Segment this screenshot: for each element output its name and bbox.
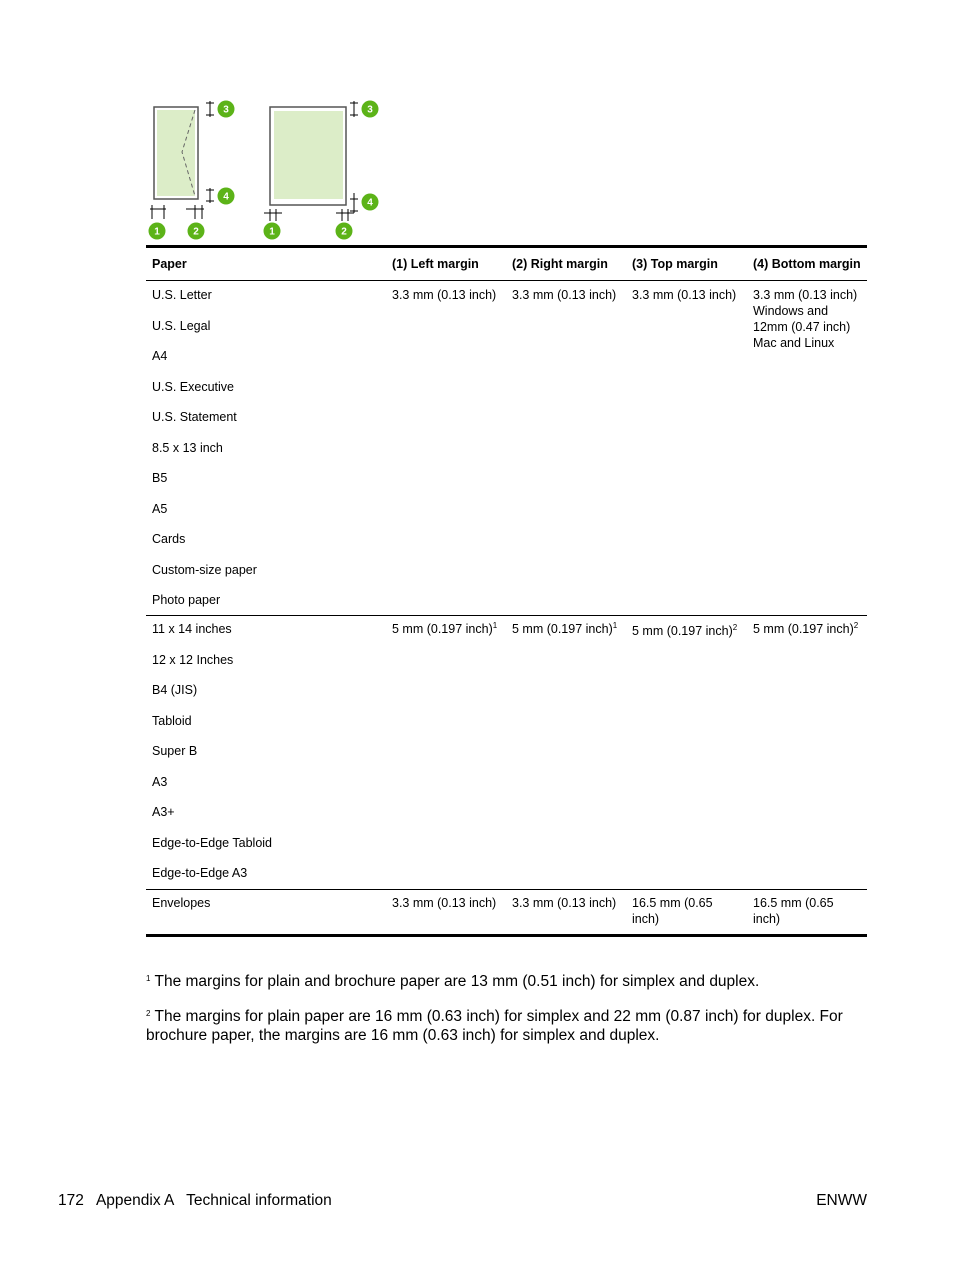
paper-name: 12 x 12 Inches — [152, 652, 234, 667]
footnote-text: The margins for plain paper are 16 mm (0.63 inch) for simplex and 22 mm (0.87 inch) for duplex. For brochure paper, the margins are 16 mm (0.63 inch) for simplex and duplex. — [146, 1008, 843, 1044]
table-bottom-rule — [146, 934, 867, 937]
callout-4-envelope — [218, 188, 235, 205]
header-top-margin: (3) Top margin — [632, 257, 718, 271]
bottom-margin-value: 16.5 mm (0.65 inch) — [753, 896, 834, 926]
table-row-group-large — [146, 616, 867, 889]
margin-diagram — [140, 95, 390, 245]
paper-name: B4 (JIS) — [152, 683, 198, 697]
footnote-ref: 1 — [492, 621, 498, 630]
footnote-ref: 2 — [732, 623, 738, 632]
footnote-ref: 1 — [612, 621, 618, 630]
svg-text:1: 1 — [269, 226, 275, 238]
paper-name: Edge-to-Edge A3 — [152, 866, 248, 880]
footnote-text: The margins for plain and brochure paper are 13 mm (0.51 inch) for simplex and duplex. — [154, 973, 760, 990]
envelope-illustration — [154, 107, 198, 199]
callout-1-sheet — [264, 223, 281, 240]
bottom-margin-value: 5 mm (0.197 inch)$^2$ — [753, 621, 859, 636]
paper-name: U.S. Statement — [152, 410, 237, 424]
table-header-row — [146, 248, 867, 280]
footer-left — [58, 1192, 332, 1210]
footnote-1 — [146, 972, 866, 991]
paper-name: A5 — [152, 501, 168, 516]
header-left-margin: (1) Left margin — [392, 257, 479, 271]
paper-name: 11 x 14 inches — [152, 622, 232, 636]
left-margin-value: 3.3 mm (0.13 inch) — [392, 288, 497, 302]
callout-3-sheet — [362, 101, 379, 118]
header-bottom-margin: (4) Bottom margin — [753, 257, 861, 271]
footnote-mark: 2 — [146, 1009, 151, 1018]
paper-name: Envelopes — [152, 896, 211, 910]
paper-name: Custom-size paper — [152, 562, 257, 577]
section-title: Appendix A Technical information — [95, 1192, 332, 1209]
svg-text:3: 3 — [223, 104, 229, 116]
svg-text:2: 2 — [341, 226, 347, 238]
paper-name: U.S. Legal — [152, 318, 211, 333]
page-number: 172 — [58, 1192, 84, 1209]
paper-name: U.S. Executive — [152, 379, 234, 394]
footnote-2 — [146, 1007, 866, 1045]
paper-name: 8.5 x 13 inch — [152, 440, 223, 455]
callout-2-sheet — [336, 223, 353, 240]
top-margin-value: 16.5 mm (0.65 inch) — [632, 896, 713, 926]
svg-text:4: 4 — [223, 191, 229, 203]
left-margin-value: 3.3 mm (0.13 inch) — [392, 896, 497, 910]
top-margin-value: 3.3 mm (0.13 inch) — [632, 288, 737, 302]
paper-name: Photo paper — [152, 593, 221, 607]
footnote-ref: 2 — [853, 621, 859, 630]
svg-text:2: 2 — [193, 226, 199, 238]
paper-name: Cards — [152, 532, 186, 546]
paper-list — [146, 621, 386, 889]
header-right-margin: (2) Right margin — [512, 257, 608, 271]
svg-text:4: 4 — [367, 197, 373, 209]
callout-1-envelope — [149, 223, 166, 240]
right-margin-value: 5 mm (0.197 inch)$^1$ — [512, 621, 618, 636]
svg-text:3: 3 — [367, 104, 373, 116]
bottom-margin-value: 3.3 mm (0.13 inch) Windows and 12mm (0.47 inch) Mac and Linux — [753, 288, 858, 350]
paper-name: U.S. Letter — [152, 288, 212, 302]
header-paper: Paper — [152, 257, 187, 271]
right-margin-value: 3.3 mm (0.13 inch) — [512, 896, 617, 910]
left-margin-value: 5 mm (0.197 inch)$^1$ — [392, 621, 498, 636]
margins-table — [146, 245, 867, 937]
svg-text:1: 1 — [154, 226, 160, 238]
callout-2-envelope — [188, 223, 205, 240]
table-row-group-envelopes — [146, 890, 867, 934]
paper-name: Tabloid — [152, 713, 192, 728]
callout-4-sheet — [362, 194, 379, 211]
paper-list — [146, 287, 386, 615]
callout-3-envelope — [218, 101, 235, 118]
paper-name: A3 — [152, 774, 168, 789]
top-margin-value: 5 mm (0.197 inch)$^2$ — [632, 623, 738, 638]
footnote-mark: 1 — [146, 974, 151, 983]
paper-name: Super B — [152, 744, 198, 758]
right-margin-value: 3.3 mm (0.13 inch) — [512, 288, 617, 302]
paper-name: A3+ — [152, 805, 175, 819]
paper-name: B5 — [152, 471, 168, 485]
paper-name: Edge-to-Edge Tabloid — [152, 835, 272, 850]
paper-list — [146, 895, 386, 934]
sheet-illustration — [270, 107, 346, 205]
footer-right: ENWW — [816, 1192, 867, 1209]
paper-name: A4 — [152, 349, 168, 363]
table-row-group-standard — [146, 281, 867, 615]
